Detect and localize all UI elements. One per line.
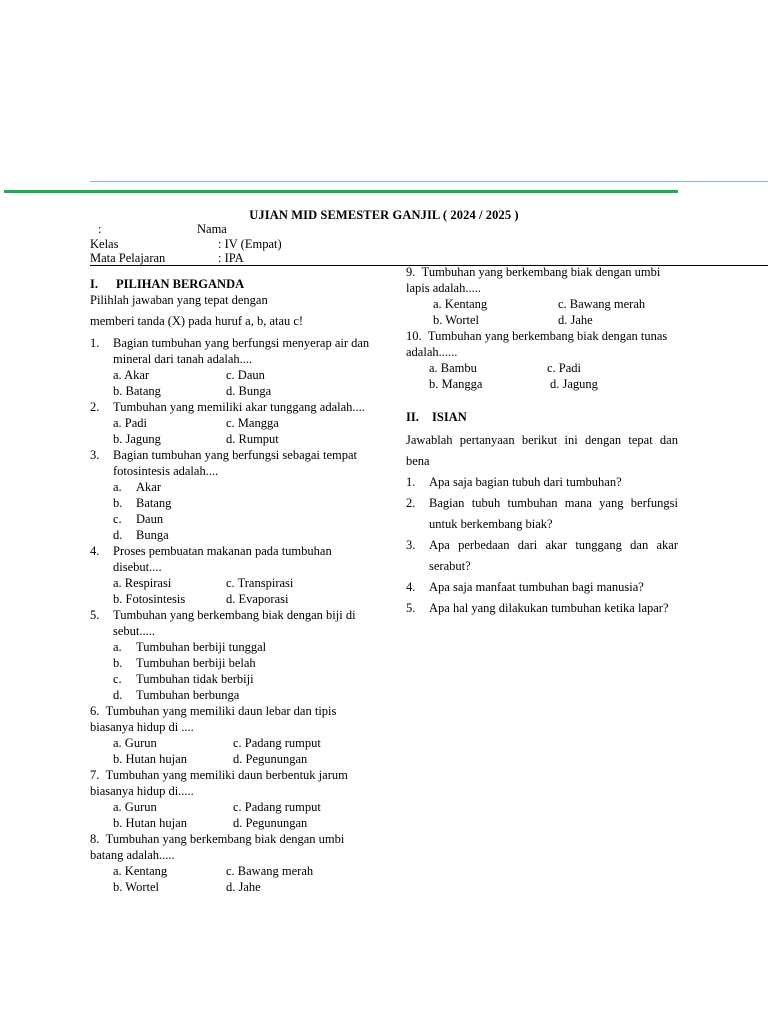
option-letter: d. (113, 528, 123, 542)
answer-option[interactable]: d. Jahe (558, 313, 593, 327)
answer-option[interactable]: c. Transpirasi (226, 576, 294, 590)
question-item (90, 543, 380, 575)
question-number: 9. (406, 265, 416, 279)
question-number: 1. (90, 336, 100, 350)
question-item (90, 767, 380, 799)
essay-question (406, 535, 678, 577)
section-heading-essay (406, 409, 678, 425)
question-item (90, 607, 380, 639)
option-letter: c. (113, 672, 122, 686)
question-text: Tumbuhan yang berkembang biak dengan umbi lapis adalah..... (406, 265, 661, 295)
answer-options (406, 360, 678, 392)
answer-option[interactable]: b. Hutan hujan (113, 816, 187, 830)
option-text: Tumbuhan berbunga (136, 688, 240, 702)
option-letter: d. (113, 688, 123, 702)
answer-option[interactable] (113, 687, 380, 703)
answer-option[interactable]: c. Daun (226, 368, 265, 382)
section-intro-line-1: Pilihlah jawaban yang tepat dengan (90, 293, 268, 307)
question-number: 5. (90, 608, 100, 622)
class-value: : IV (Empat) (218, 237, 282, 251)
answer-option[interactable]: a. Kentang (433, 297, 488, 311)
option-text: Daun (136, 512, 164, 526)
question-item (406, 264, 678, 296)
option-text: Tumbuhan berbiji belah (136, 656, 256, 670)
answer-option[interactable]: a. Gurun (113, 736, 157, 750)
essay-question (406, 493, 678, 535)
option-letter: b. (113, 656, 123, 670)
section-title: PILIHAN BERGANDA (116, 277, 245, 291)
answer-option[interactable] (113, 655, 380, 671)
subject-value: : IPA (218, 251, 244, 265)
name-label: Nama (197, 222, 227, 236)
section-title: ISIAN (432, 410, 467, 424)
answer-options (90, 639, 380, 703)
answer-options (90, 575, 380, 607)
answer-option[interactable]: d. Pegunungan (233, 816, 308, 830)
question-number: 3. (406, 538, 416, 552)
answer-option[interactable]: c. Padang rumput (233, 736, 321, 750)
answer-option[interactable]: a. Akar (113, 368, 150, 382)
question-text: Tumbuhan yang memiliki daun lebar dan tipis biasanya hidup di .... (90, 704, 337, 734)
answer-option[interactable]: c. Padi (547, 361, 582, 375)
subject-label: Mata Pelajaran (90, 251, 166, 265)
section-intro-line-2: memberi tanda (X) pada huruf a, b, atau c! (90, 314, 304, 328)
answer-options (406, 296, 678, 328)
answer-option[interactable]: a. Bambu (429, 361, 477, 375)
answer-options (90, 367, 380, 399)
answer-option[interactable]: d. Evaporasi (226, 592, 289, 606)
exam-title: UJIAN MID SEMESTER GANJIL ( 2024 / 2025 ) (249, 208, 519, 222)
question-text: Apa hal yang dilakukan tumbuhan ketika lapar? (429, 601, 669, 615)
question-text: Bagian tubuh tumbuhan mana yang berfungsi untuk berkembang biak? (429, 496, 678, 531)
name-colon: : (98, 222, 102, 236)
answer-option[interactable]: b. Fotosintesis (113, 592, 186, 606)
answer-option[interactable]: b. Wortel (113, 880, 159, 894)
answer-option[interactable]: c. Mangga (226, 416, 279, 430)
answer-option[interactable]: a. Gurun (113, 800, 157, 814)
answer-option[interactable]: c. Padang rumput (233, 800, 321, 814)
answer-option[interactable]: b. Jagung (113, 432, 161, 446)
option-letter: a. (113, 480, 122, 494)
question-text: Apa perbedaan dari akar tunggang dan akar serabut? (429, 538, 678, 573)
answer-options (90, 863, 380, 895)
question-text: Tumbuhan yang berkembang biak dengan tunas adalah...... (406, 329, 668, 359)
question-item (90, 447, 380, 479)
question-number: 6. (90, 704, 100, 718)
answer-option[interactable]: d. Jahe (226, 880, 261, 894)
option-text: Akar (136, 480, 161, 494)
question-text: Tumbuhan yang berkembang biak dengan umbi batang adalah..... (90, 832, 345, 862)
answer-option[interactable] (113, 511, 380, 527)
answer-option[interactable]: b. Mangga (429, 377, 483, 391)
section-intro: Jawablah pertanyaan berikut ini dengan tepat dan bena (406, 433, 678, 468)
header-divider-green (4, 190, 678, 193)
answer-option[interactable]: b. Hutan hujan (113, 752, 187, 766)
answer-option[interactable]: b. Batang (113, 384, 161, 398)
option-text: Tumbuhan berbiji tunggal (136, 640, 267, 654)
question-text: Apa saja manfaat tumbuhan bagi manusia? (429, 580, 644, 594)
right-column (406, 264, 678, 619)
question-item (90, 399, 380, 415)
essay-question (406, 598, 678, 619)
question-text: Tumbuhan yang berkembang biak dengan biji di sebut..... (113, 608, 356, 638)
answer-options (90, 415, 380, 447)
class-label: Kelas (90, 237, 119, 251)
question-number: 4. (90, 544, 100, 558)
question-text: Tumbuhan yang memiliki akar tunggang adalah.... (113, 400, 365, 414)
option-text: Tumbuhan tidak berbiji (136, 672, 254, 686)
question-number: 1. (406, 475, 416, 489)
answer-option[interactable]: d. Jagung (550, 377, 598, 391)
answer-option[interactable] (113, 639, 380, 655)
answer-option[interactable]: b. Wortel (433, 313, 479, 327)
answer-option[interactable]: a. Kentang (113, 864, 168, 878)
question-number: 2. (90, 400, 100, 414)
answer-option[interactable] (113, 495, 380, 511)
answer-option[interactable]: c. Bawang merah (226, 864, 314, 878)
left-column (90, 276, 380, 895)
question-number: 8. (90, 832, 100, 846)
question-item (406, 328, 678, 360)
answer-option[interactable] (113, 527, 380, 543)
section-heading-multiple-choice (90, 276, 380, 292)
question-item (90, 335, 380, 367)
question-item (90, 831, 380, 863)
question-number: 10. (406, 329, 422, 343)
answer-options (90, 799, 380, 831)
essay-question (406, 577, 678, 598)
answer-option[interactable]: d. Rumput (226, 432, 279, 446)
answer-options (90, 479, 380, 543)
question-text: Bagian tumbuhan yang berfungsi menyerap air dan mineral dari tanah adalah.... (113, 336, 370, 366)
option-letter: c. (113, 512, 122, 526)
question-text: Bagian tumbuhan yang berfungsi sebagai tempat fotosintesis adalah.... (113, 448, 358, 478)
question-text: Proses pembuatan makanan pada tumbuhan disebut.... (113, 544, 332, 574)
answer-option[interactable]: d. Pegunungan (233, 752, 308, 766)
section-number: II. (406, 410, 419, 424)
option-text: Batang (136, 496, 172, 510)
question-number: 5. (406, 601, 416, 615)
answer-option[interactable]: a. Respirasi (113, 576, 172, 590)
option-letter: b. (113, 496, 123, 510)
section-number: I. (90, 277, 98, 291)
question-number: 3. (90, 448, 100, 462)
question-item (90, 703, 380, 735)
question-number: 4. (406, 580, 416, 594)
question-text: Apa saja bagian tubuh dari tumbuhan? (429, 475, 622, 489)
answer-option[interactable] (113, 479, 380, 495)
question-number: 7. (90, 768, 100, 782)
option-letter: a. (113, 640, 122, 654)
answer-option[interactable]: d. Bunga (226, 384, 272, 398)
answer-options (90, 735, 380, 767)
essay-question (406, 472, 678, 493)
question-text: Tumbuhan yang memiliki daun berbentuk jarum biasanya hidup di..... (90, 768, 348, 798)
answer-option[interactable] (113, 671, 380, 687)
option-text: Bunga (136, 528, 169, 542)
essay-section (406, 430, 678, 619)
answer-option[interactable]: a. Padi (113, 416, 148, 430)
header-divider-blue (90, 181, 768, 182)
question-number: 2. (406, 496, 416, 510)
answer-option[interactable]: c. Bawang merah (558, 297, 646, 311)
